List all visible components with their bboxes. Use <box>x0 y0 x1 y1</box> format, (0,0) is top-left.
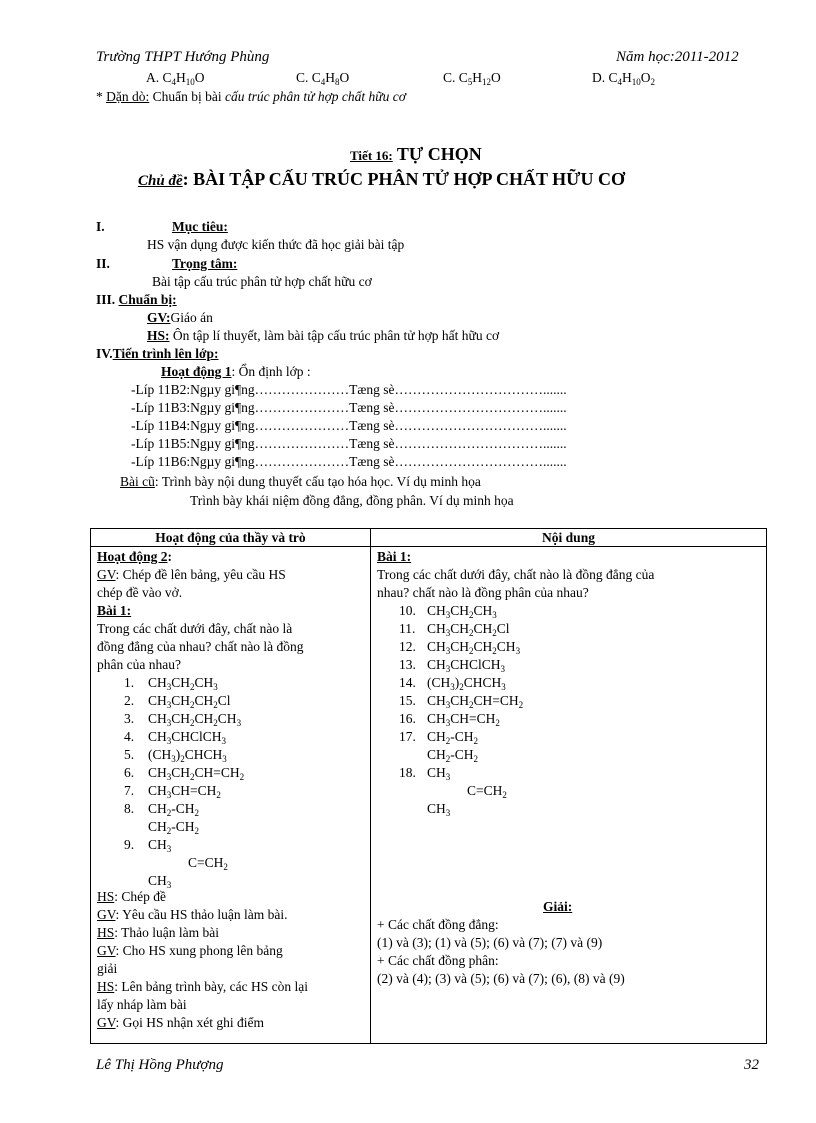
compound-formula: $CH_3CH_2CH_3$ <box>148 675 218 692</box>
section-1-number: I. <box>96 219 105 234</box>
homolog-pairs: (1) và (3); (1) và (5); (6) và (7); (7) và (9) <box>377 935 603 950</box>
compound-formula: $CH_2-CH_2$ <box>427 747 479 764</box>
compound-formula: $CH_3$ <box>427 765 451 782</box>
isomer-pairs: (2) và (4); (3) và (5); (6) và (7); (6), (8) và (9) <box>377 971 625 986</box>
compounds_right-number: 13. <box>399 657 416 672</box>
compound-formula: $CH_3CH=CH_2$ <box>148 783 221 800</box>
compound-formula: $(CH_3)_2CHCH_3$ <box>427 675 506 692</box>
old-lesson-2: Trình bày khái niệm đồng đẳng, đồng phân. Ví dụ minh họa <box>190 493 514 508</box>
lesson-table <box>90 528 767 1044</box>
compounds_right-number: 15. <box>399 693 416 708</box>
exercise-1-label-right: Bài 1: <box>377 549 412 564</box>
compound-formula: $CH_3CH_2CH=CH_2$ <box>148 765 245 782</box>
compounds_right-number: 17. <box>399 729 416 744</box>
class-line: -Líp 11B6:Ngµy gi¶ng…………………Tæng sè……………………………....... <box>131 454 567 469</box>
col-content-header: Nội dung <box>371 529 767 547</box>
question-left-c: phân của nhau? <box>97 657 181 672</box>
compounds_right-number: 18. <box>399 765 416 780</box>
class-line: -Líp 11B3:Ngµy gi¶ng…………………Tæng sè……………………………....... <box>131 400 567 415</box>
compounds_left-number: 8. <box>124 801 135 816</box>
compound-formula: $CH_3CHClCH_3$ <box>148 729 227 746</box>
compound-formula: $CH_3$ <box>148 873 172 890</box>
class-line: -Líp 11B2:Ngµy gi¶ng…………………Tæng sè……………………………....... <box>131 382 567 397</box>
compound-formula: $CH_2-CH_2$ <box>148 819 200 836</box>
compounds_right-number: 10. <box>399 603 416 618</box>
section-1-text: HS vận dụng được kiến thức đã học giải bài tập <box>147 237 405 252</box>
compound-formula: $CH_3CH_2CH_3$ <box>427 603 497 620</box>
compound-formula: $CH_3$ <box>148 837 172 854</box>
section-3-hs: HS: Ôn tập lí thuyết, làm bài tập cấu trúc phân tử hợp hất hữu cơ <box>147 328 500 343</box>
class-line: -Líp 11B4:Ngµy gi¶ng…………………Tæng sè……………………………....... <box>131 418 567 433</box>
question-right-b: nhau? chất nào là đồng phân của nhau? <box>377 585 589 600</box>
homework-topic: cấu trúc phân tử hợp chất hữu cơ <box>225 89 406 104</box>
class-line: -Líp 11B5:Ngµy gi¶ng…………………Tæng sè……………………………....... <box>131 436 567 451</box>
hs-line-3: HS: Lên bảng trình bày, các HS còn lại <box>97 979 308 994</box>
compounds_right-number: 11. <box>399 621 416 636</box>
section-2-title: Trọng tâm: <box>172 256 238 271</box>
homework-line: * Dặn dò: Chuẩn bị bài cấu trúc phân tử hợp chất hữu cơ <box>96 89 406 104</box>
compound-formula: $CH_3CH_2CH=CH_2$ <box>427 693 524 710</box>
author-name: Lê Thị Hồng Phượng <box>96 1057 224 1073</box>
lesson-title: Tiết 16: TỰ CHỌN <box>350 144 482 164</box>
section-4-heading: IV.Tiến trình lên lớp: <box>96 346 219 361</box>
gv-line-1: GV: Chép đề lên bảng, yêu cầu HS <box>97 567 286 582</box>
hs-line-2: HS: Thảo luận làm bài <box>97 925 219 940</box>
compounds_left-number: 4. <box>124 729 135 744</box>
compounds_right-number: 12. <box>399 639 416 654</box>
compounds_left-number: 2. <box>124 693 135 708</box>
compounds_left-number: 6. <box>124 765 135 780</box>
gv-line-4: GV: Gọi HS nhận xét ghi điểm <box>97 1015 264 1030</box>
compound-formula: $CH_3$ <box>427 801 451 818</box>
activity-cell <box>91 547 371 1044</box>
compounds_left-number: 3. <box>124 711 135 726</box>
school-name: Trường THPT Hướng Phùng <box>96 49 270 65</box>
section-1-title: Mục tiêu: <box>172 219 228 234</box>
option-c1: C. $C_4H_8O$ <box>296 70 350 87</box>
compounds_right-number: 14. <box>399 675 416 690</box>
compound-formula: $CH_3CHClCH_3$ <box>427 657 506 674</box>
content-cell <box>371 547 767 1044</box>
homolog-label: + Các chất đồng đẳng: <box>377 917 499 932</box>
isomer-label: + Các chất đồng phân: <box>377 953 499 968</box>
compound-formula: $(CH_3)_2CHCH_3$ <box>148 747 227 764</box>
gv-line-1b: chép đề vào vở. <box>97 585 183 600</box>
gv-line-2: GV: Yêu cầu HS thảo luận làm bài. <box>97 907 288 922</box>
compound-formula: $CH_2-CH_2$ <box>148 801 200 818</box>
hs-line-3b: lấy nháp làm bài <box>97 997 187 1012</box>
option-d: D. $C_4H_{10}O_2$ <box>592 70 656 87</box>
question-right-a: Trong các chất dưới đây, chất nào là đồng đẳng của <box>377 567 655 582</box>
compound-formula: $CH_3CH_2CH_2CH_3$ <box>148 711 242 728</box>
topic-title: Chủ đề: BÀI TẬP CẤU TRÚC PHÂN TỬ HỢP CHẤT HỮU CƠ <box>138 169 625 189</box>
compound-formula: $CH_3CH_2CH_2Cl$ <box>148 693 231 710</box>
compound-formula: $CH_3CH_2CH_2CH_3$ <box>427 639 521 656</box>
compound-formula: $CH_3CH_2CH_2Cl$ <box>427 621 510 638</box>
section-2-number: II. <box>96 256 110 271</box>
section-3-gv: GV:Giáo án <box>147 310 213 325</box>
gv-line-3: GV: Cho HS xung phong lên bảng <box>97 943 283 958</box>
compounds_left-number: 9. <box>124 837 135 852</box>
section-3-heading: III. Chuẩn bị: <box>96 292 177 307</box>
page-number: 32 <box>744 1057 759 1073</box>
option-c2: C. $C_5H_{12}O$ <box>443 70 501 87</box>
gv-line-3b: giải <box>97 961 118 976</box>
hs-line-1: HS: Chép đề <box>97 889 167 904</box>
question-left-a: Trong các chất dưới đây, chất nào là <box>97 621 293 636</box>
solution-label: Giải: <box>543 899 573 914</box>
compound-formula: $CH_2-CH_2$ <box>427 729 479 746</box>
col-activity-header: Hoạt động của thầy và trò <box>91 529 371 547</box>
homework-label: Dặn dò: <box>106 89 150 104</box>
option-a: A. $C_4H_{10}O$ <box>146 70 205 87</box>
activity-2-label: Hoạt động 2: <box>97 549 173 564</box>
old-lesson-1: Bài cũ: Trình bày nội dung thuyết cấu tạo hóa học. Ví dụ minh họa <box>120 474 481 489</box>
compound-formula: $CH_3CH=CH_2$ <box>427 711 500 728</box>
compounds_left-number: 5. <box>124 747 135 762</box>
compounds_right-number: 16. <box>399 711 416 726</box>
compounds_left-number: 1. <box>124 675 135 690</box>
activity-1: Hoạt động 1: Ổn định lớp : <box>161 364 311 379</box>
exercise-1-label-left: Bài 1: <box>97 603 132 618</box>
compounds_left-number: 7. <box>124 783 135 798</box>
section-2-text: Bài tập cấu trúc phân tử hợp chất hữu cơ <box>152 274 372 289</box>
compound-formula: $C=CH_2$ <box>467 783 507 800</box>
compound-formula: $C=CH_2$ <box>188 855 228 872</box>
school-year: Năm học:2011-2012 <box>616 49 739 65</box>
question-left-b: đồng đẳng của nhau? chất nào là đồng <box>97 639 304 654</box>
